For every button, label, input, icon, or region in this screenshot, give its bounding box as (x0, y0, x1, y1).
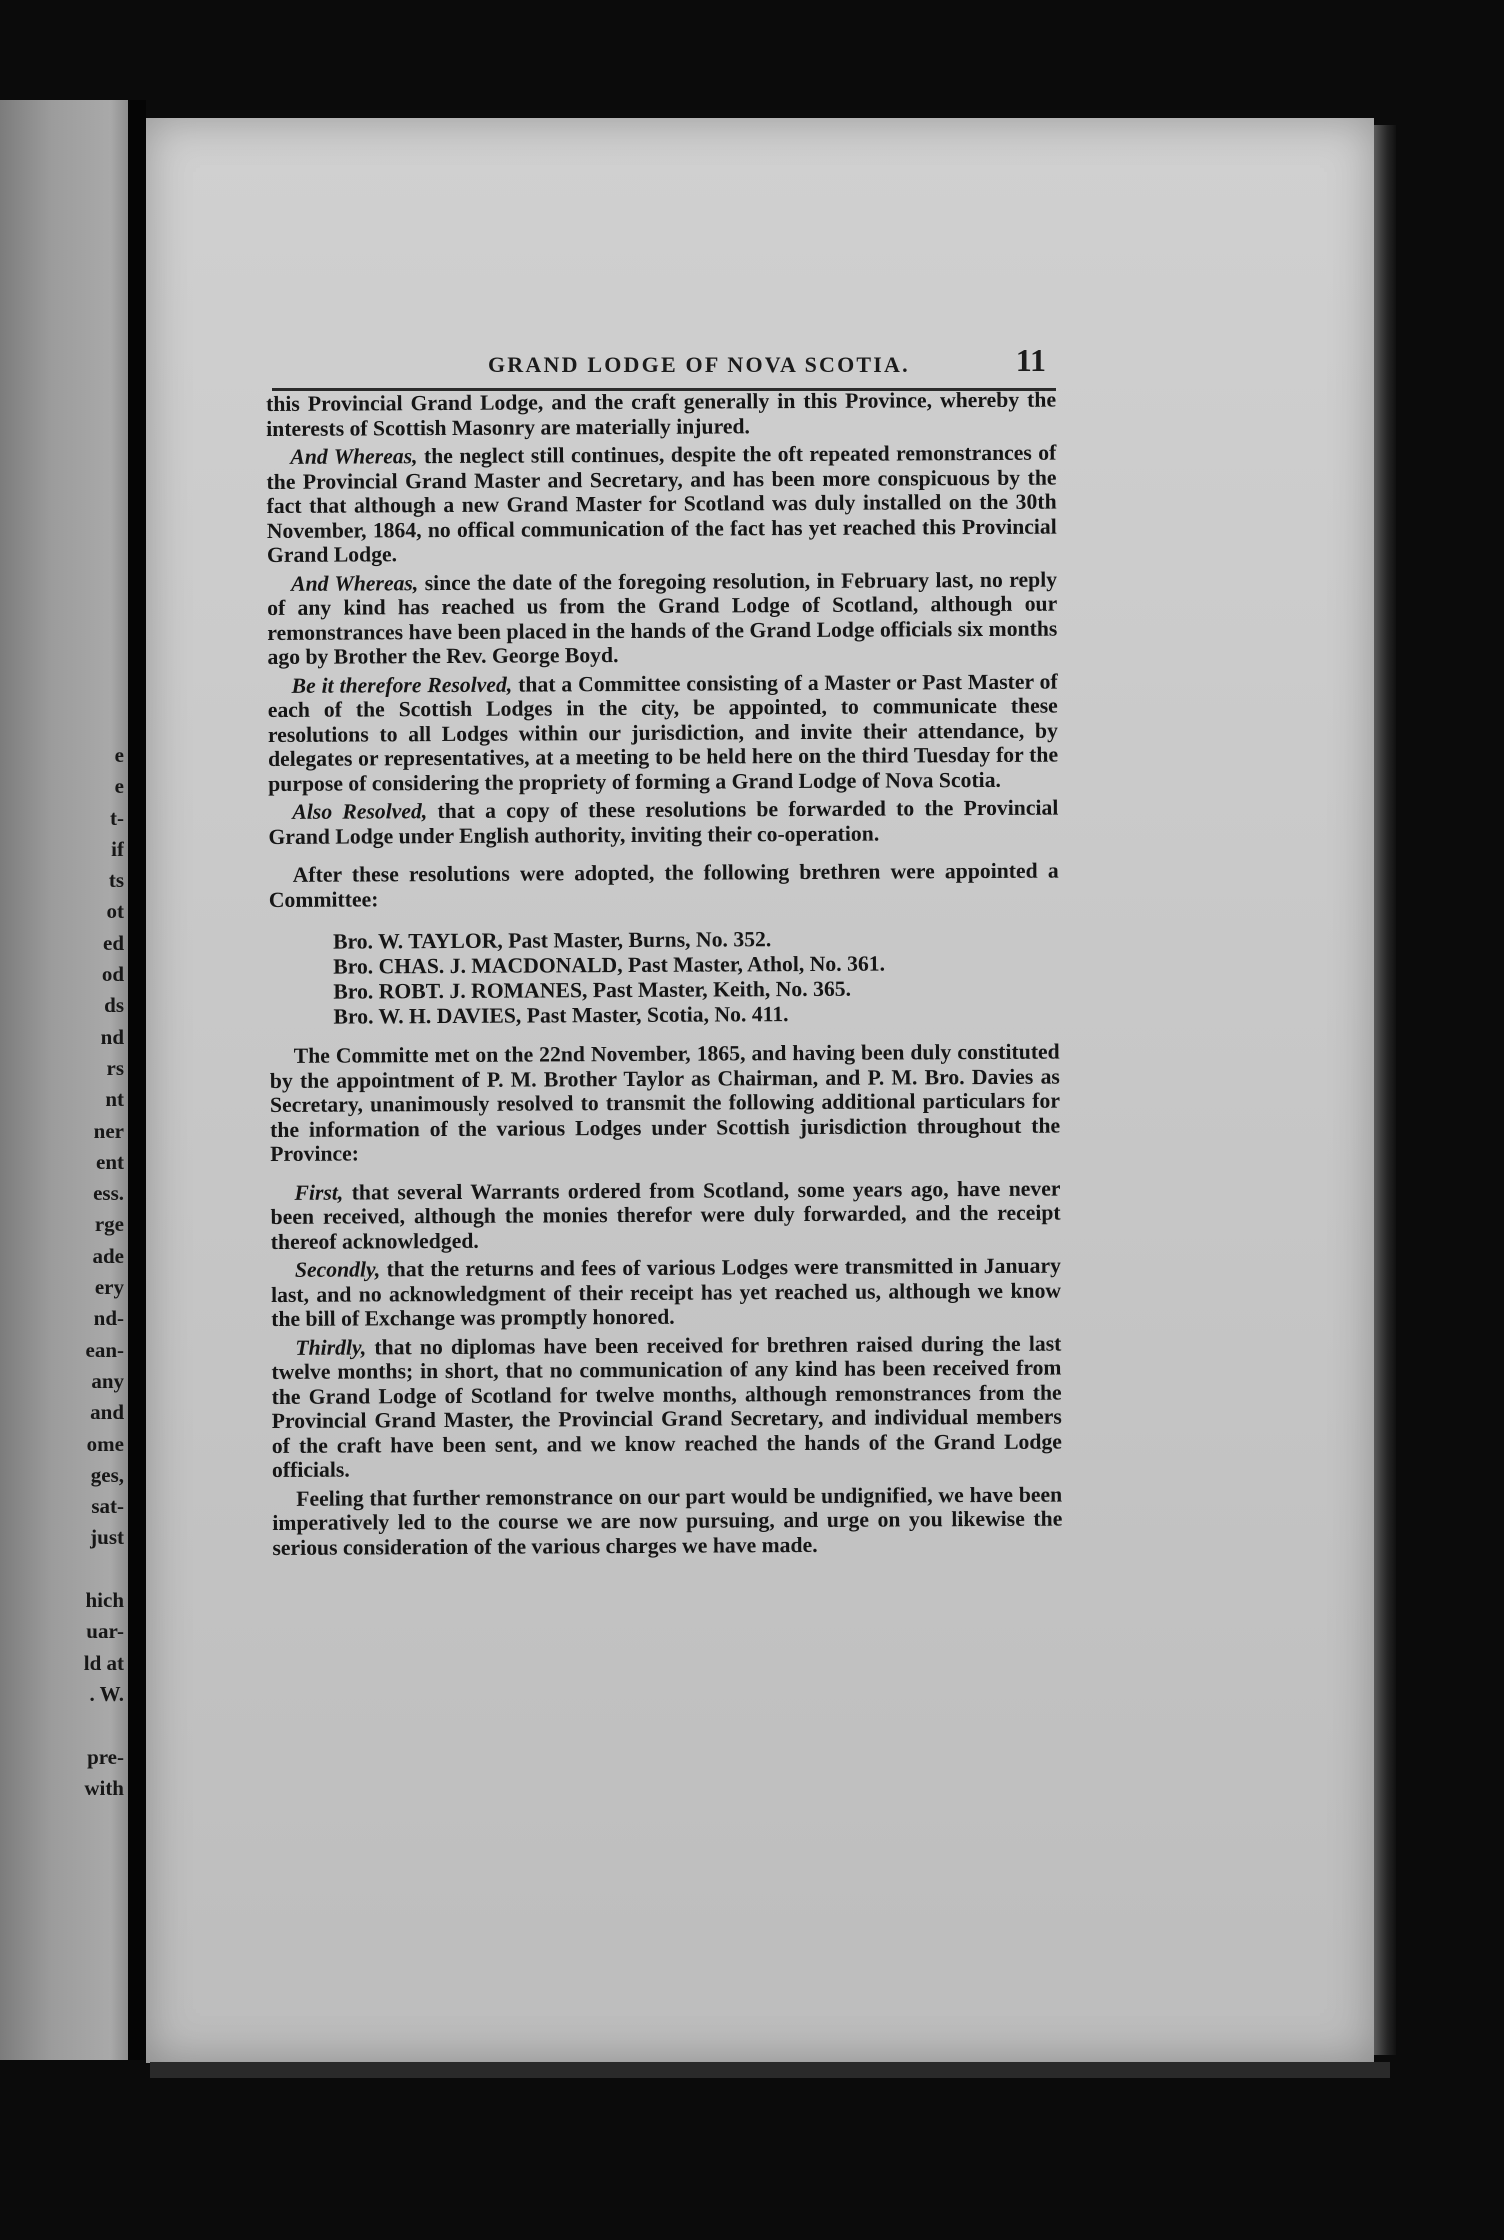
facing-page-fragment: sat- (91, 1494, 124, 1519)
paragraph-and-whereas-2: And Whereas, since the date of the foregoing resolution, in February last, no reply of any kind has reached us from the Grand Lodge of Scotland, although our remonstrances have been placed in the hands of the Grand Lodge officials six months ago by Brother the Rev. George Boyd. (267, 567, 1058, 669)
facing-page (0, 100, 130, 2060)
facing-page-fragment: e (114, 774, 124, 799)
facing-page-fragment: ot (106, 899, 124, 924)
facing-page-text (6, 740, 124, 1804)
paragraph-lead: And Whereas, (290, 444, 418, 469)
facing-page-fragment: rs (106, 1055, 124, 1080)
facing-page-fragment: ery (94, 1275, 124, 1300)
paragraph-secondly: Secondly, that the returns and fees of various Lodges were transmitted in January last, and no acknowledgment of their receipt has yet reached us, although we know the bill of Exchange was promptly honored. (270, 1253, 1062, 1331)
page-number: 11 (1015, 342, 1046, 378)
facing-page-fragment: rge (94, 1212, 124, 1237)
paragraph-and-whereas-1: And Whereas, the neglect still continues, despite the oft repeated remonstrances of the Provincial Grand Master and Secretary, and has been more conspicuous by the fact that although a new Grand Master for Scotland was duly installed on the 30th November, 1864, no offical communication of the fact has yet reached this Provincial Grand Lodge. (266, 440, 1057, 567)
facing-page-fragment: ome (86, 1431, 124, 1456)
facing-page-fragment: ed (103, 930, 124, 955)
paragraph-continuation: this Provincial Grand Lodge, and the craft generally in this Province, whereby the interests of Scottish Masonry are materially injured. (266, 387, 1057, 441)
paragraph-lead: Also Resolved, (292, 799, 428, 824)
page-edge-right (1374, 125, 1396, 2055)
paragraph-lead: Secondly, (294, 1257, 381, 1282)
running-title: GRAND LODGE OF NOVA SCOTIA. (488, 352, 910, 377)
committee-member: Bro. ROBT. J. ROMANES, Past Master, Keith, No. 365. (333, 976, 852, 1004)
committee-member: Bro. W. TAYLOR, Past Master, Burns, No. 352. (333, 927, 772, 954)
facing-page-fragment: ds (104, 993, 124, 1018)
facing-page-fragment: hich (85, 1588, 124, 1613)
facing-page-fragment: ent (96, 1149, 124, 1174)
paragraph-committee-meeting: The Committe met on the 22nd November, 1865, and having been duly constituted by the appointment of P. M. Brother Taylor as Chairman, and P. M. Bro. Davies as Secretary, unanimously resolved to transmit the following additional particulars for the information of the various Lodges under Scottish jurisdiction throughout the Province: (269, 1039, 1061, 1166)
facing-page-fragment: e (114, 743, 124, 767)
facing-page-fragment: just (90, 1525, 124, 1550)
paragraph-resolved: Be it therefore Resolved, that a Committee consisting of a Master or Past Master of each of the Scottish Lodges in the city, be appointed, to communicate these resolutions to all Lodges within our jurisdiction, and invite their attendance, by delegates or representatives, at a meeting to be held here on the third Tuesday for the purpose of considering the propriety of forming a Grand Lodge of Nova Scotia. (267, 669, 1059, 796)
running-head (270, 342, 1060, 388)
facing-page-fragment: uar- (86, 1619, 124, 1644)
facing-page-fragment (6, 1710, 124, 1741)
facing-page-fragment: and (90, 1400, 124, 1425)
facing-page-fragment: any (91, 1368, 124, 1393)
facing-page-fragment: nt (105, 1087, 124, 1112)
book-gutter (128, 100, 146, 2060)
facing-page-fragment: ade (92, 1243, 124, 1268)
facing-page-fragment: ess. (93, 1181, 124, 1206)
paragraph-lead: Thirdly, (295, 1334, 367, 1360)
facing-page-fragment: ld at (83, 1650, 124, 1675)
facing-page-fragment: pre- (87, 1744, 124, 1769)
paragraph-also-resolved: Also Resolved, that a copy of these resolutions be forwarded to the Provincial Grand Lodge under English authority, inviting their co-operation. (268, 795, 1059, 849)
facing-page-fragment (6, 1554, 124, 1585)
committee-member: Bro. CHAS. J. MACDONALD, Past Master, Athol, No. 361. (333, 951, 886, 979)
facing-page-fragment: ges, (90, 1462, 124, 1487)
paragraph-first: First, that several Warrants ordered from Scotland, some years ago, have never been received, although the monies therefor were duly forwarded, and the receipt thereof acknowledged. (270, 1176, 1061, 1254)
paragraph-lead: Be it therefore Resolved, (291, 672, 513, 698)
page-edge-bottom (150, 2062, 1390, 2078)
text-block (266, 388, 1063, 1560)
paragraph-lead: And Whereas, (291, 570, 419, 596)
facing-page-fragment: with (84, 1775, 124, 1800)
facing-page-fragment: nd (100, 1024, 124, 1049)
paragraph-lead: First, (294, 1180, 344, 1205)
paragraph-committee-intro: After these resolutions were adopted, the following brethren were appointed a Committee: (268, 858, 1059, 912)
facing-page-fragment: ner (93, 1118, 124, 1143)
facing-page-fragment: od (101, 962, 124, 987)
facing-page-fragment: t- (110, 805, 124, 830)
paragraph-thirdly: Thirdly, that no diplomas have been received for brethren raised during the last twelve months; in short, that no communication of any kind has been received from the Grand Lodge of Scotland for twelve months, although remonstrances from the Provincial Grand Master, the Provincial Grand Secretary, and individual members of the craft have been sent, and we know reached the hands of the Grand Lodge officials. (271, 1331, 1062, 1482)
facing-page-fragment: nd- (93, 1306, 124, 1331)
facing-page-fragment: ts (108, 868, 124, 893)
paragraph-conclusion: Feeling that further remonstrance on our part would be undignified, we have been imperatively led to the course we are now pursuing, and urge on you likewise the serious consideration of the various charges we have made. (272, 1482, 1063, 1560)
facing-page-fragment: . W. (89, 1681, 124, 1706)
committee-list (333, 926, 1060, 1030)
committee-member: Bro. W. H. DAVIES, Past Master, Scotia, No. 411. (333, 1002, 789, 1029)
facing-page-fragment: ean- (85, 1337, 124, 1362)
facing-page-fragment: if (111, 836, 124, 861)
